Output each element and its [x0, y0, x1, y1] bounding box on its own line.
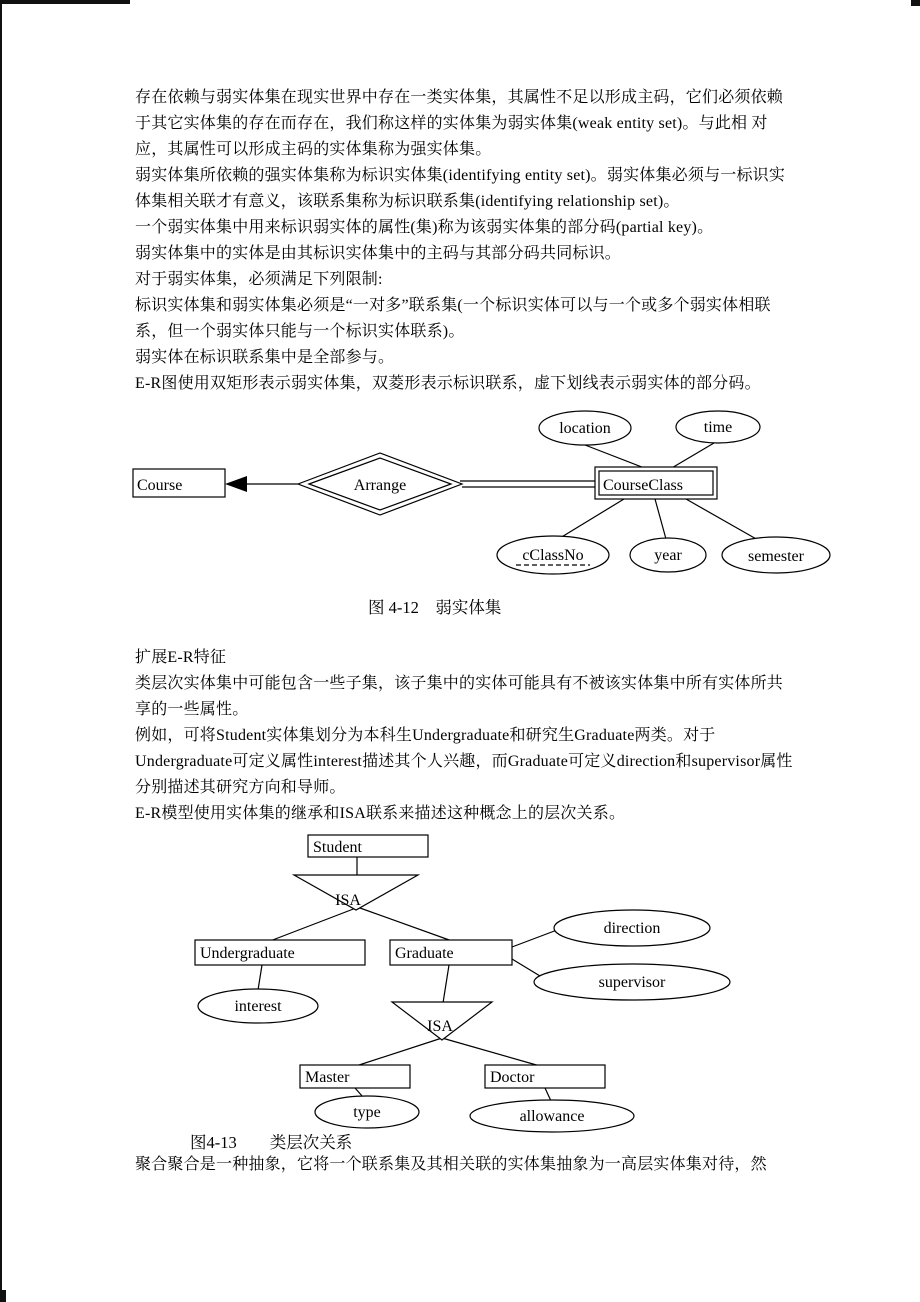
- cclassno-label: cClassNo: [522, 547, 584, 564]
- line-undergraduate-interest: [258, 965, 262, 990]
- supervisor-label: supervisor: [598, 974, 666, 991]
- time-label: time: [703, 419, 733, 436]
- line-graduate-isa2: [443, 965, 449, 1003]
- line-doctor-allowance: [545, 1088, 551, 1101]
- paragraph-constraints-intro: 对于弱实体集，必须满足下列限制:: [135, 271, 383, 288]
- paragraph-class-hierarchy: 类层次实体集中可能包含一些子集，该子集中的实体可能具有不被该实体集中所有实体所共享的一些属性。: [135, 675, 784, 718]
- intro-text-block: [135, 85, 793, 397]
- type-label: type: [353, 1104, 381, 1121]
- location-label: location: [559, 420, 611, 437]
- line-isa2-doctor: [442, 1038, 540, 1066]
- figure-4-13-class-hierarchy-diagram: [0, 828, 920, 1143]
- line-courseclass-semester: [686, 499, 758, 540]
- paragraph-isa-relationship: E-R模型使用实体集的继承和ISA联系来描述这种概念上的层次关系。: [135, 805, 626, 822]
- paragraph-extended-er-heading: 扩展E-R特征: [135, 649, 227, 666]
- isa2-label: ISA: [427, 1018, 453, 1035]
- paragraph-one-to-many: 标识实体集和弱实体集必须是“一对多”联系集(一个标识实体可以与一个或多个弱实体相联系，但一个弱实体只能与一个标识实体联系)。: [135, 297, 771, 340]
- direction-label: direction: [603, 920, 661, 937]
- figure-4-13-caption: 图4-13 类层次关系: [190, 1133, 353, 1152]
- paragraph-aggregation: 聚合聚合是一种抽象，它将一个联系集及其相关联的实体集抽象为一高层实体集对待，然: [135, 1156, 767, 1173]
- extended-er-text-block: [135, 645, 793, 827]
- allowance-label: allowance: [519, 1108, 585, 1125]
- paragraph-existence-dependency: 存在依赖与弱实体集在现实世界中存在一类实体集，其属性不足以形成主码，它们必须依赖于其它实体集的存在而存在，我们称这样的实体集为弱实体集(weak entity set)。与此相 对应，其属性可以形成主码的实体集称为强实体集。: [135, 89, 784, 158]
- arrange-label: Arrange: [353, 477, 407, 494]
- graduate-label: Graduate: [395, 945, 454, 962]
- figure-4-12-weak-entity-diagram: [0, 403, 920, 603]
- courseclass-label: CourseClass: [603, 477, 683, 494]
- year-label: year: [654, 547, 682, 564]
- scan-edge-artifact-top-right: [911, 0, 920, 6]
- undergraduate-label: Undergraduate: [200, 945, 295, 962]
- course-label: Course: [137, 477, 183, 494]
- line-time-courseclass: [670, 443, 714, 469]
- line-courseclass-year: [655, 499, 666, 539]
- isa1-label: ISA: [335, 892, 361, 909]
- semester-label: semester: [748, 548, 804, 565]
- master-label: Master: [305, 1069, 350, 1086]
- closing-text-block: [135, 1152, 815, 1178]
- line-isa1-graduate: [360, 908, 452, 941]
- paragraph-er-notation: E-R图使用双矩形表示弱实体集，双菱形表示标识联系，虚下划线表示弱实体的部分码。: [135, 375, 761, 392]
- line-isa2-master: [356, 1038, 442, 1066]
- line-isa1-undergraduate: [270, 908, 356, 941]
- paragraph-partial-key: 一个弱实体集中用来标识弱实体的属性(集)称为该弱实体集的部分码(partial key)。: [135, 219, 714, 236]
- interest-label: interest: [234, 998, 282, 1015]
- paragraph-weak-entity-identification: 弱实体集中的实体是由其标识实体集中的主码与其部分码共同标识。: [135, 245, 622, 262]
- student-label: Student: [313, 839, 362, 856]
- arrowhead-into-course-icon: [225, 476, 247, 492]
- scan-edge-artifact-top: [0, 0, 130, 4]
- line-location-courseclass: [585, 445, 647, 469]
- paragraph-identifying-entity-set: 弱实体集所依赖的强实体集称为标识实体集(identifying entity set)。弱实体集必须与一标识实体集相关联才有意义，该联系集称为标识联系集(identifying relationship set)。: [135, 167, 786, 210]
- doctor-label: Doctor: [490, 1069, 535, 1086]
- paragraph-student-example: 例如，可将Student实体集划分为本科生Undergraduate和研究生Graduate两类。对于Undergraduate可定义属性interest描述其个人兴趣，而Graduate可定义direction和supervisor属性分别描述其研究方向和导师。: [135, 727, 793, 796]
- line-graduate-supervisor: [512, 959, 540, 976]
- figure-4-12-caption: 图 4-12 弱实体集: [368, 598, 502, 617]
- scan-edge-artifact-bottom-left: [0, 1290, 6, 1302]
- paragraph-total-participation: 弱实体在标识联系集中是全部参与。: [135, 349, 395, 366]
- line-courseclass-cclassno: [560, 499, 624, 538]
- line-graduate-direction: [512, 930, 557, 947]
